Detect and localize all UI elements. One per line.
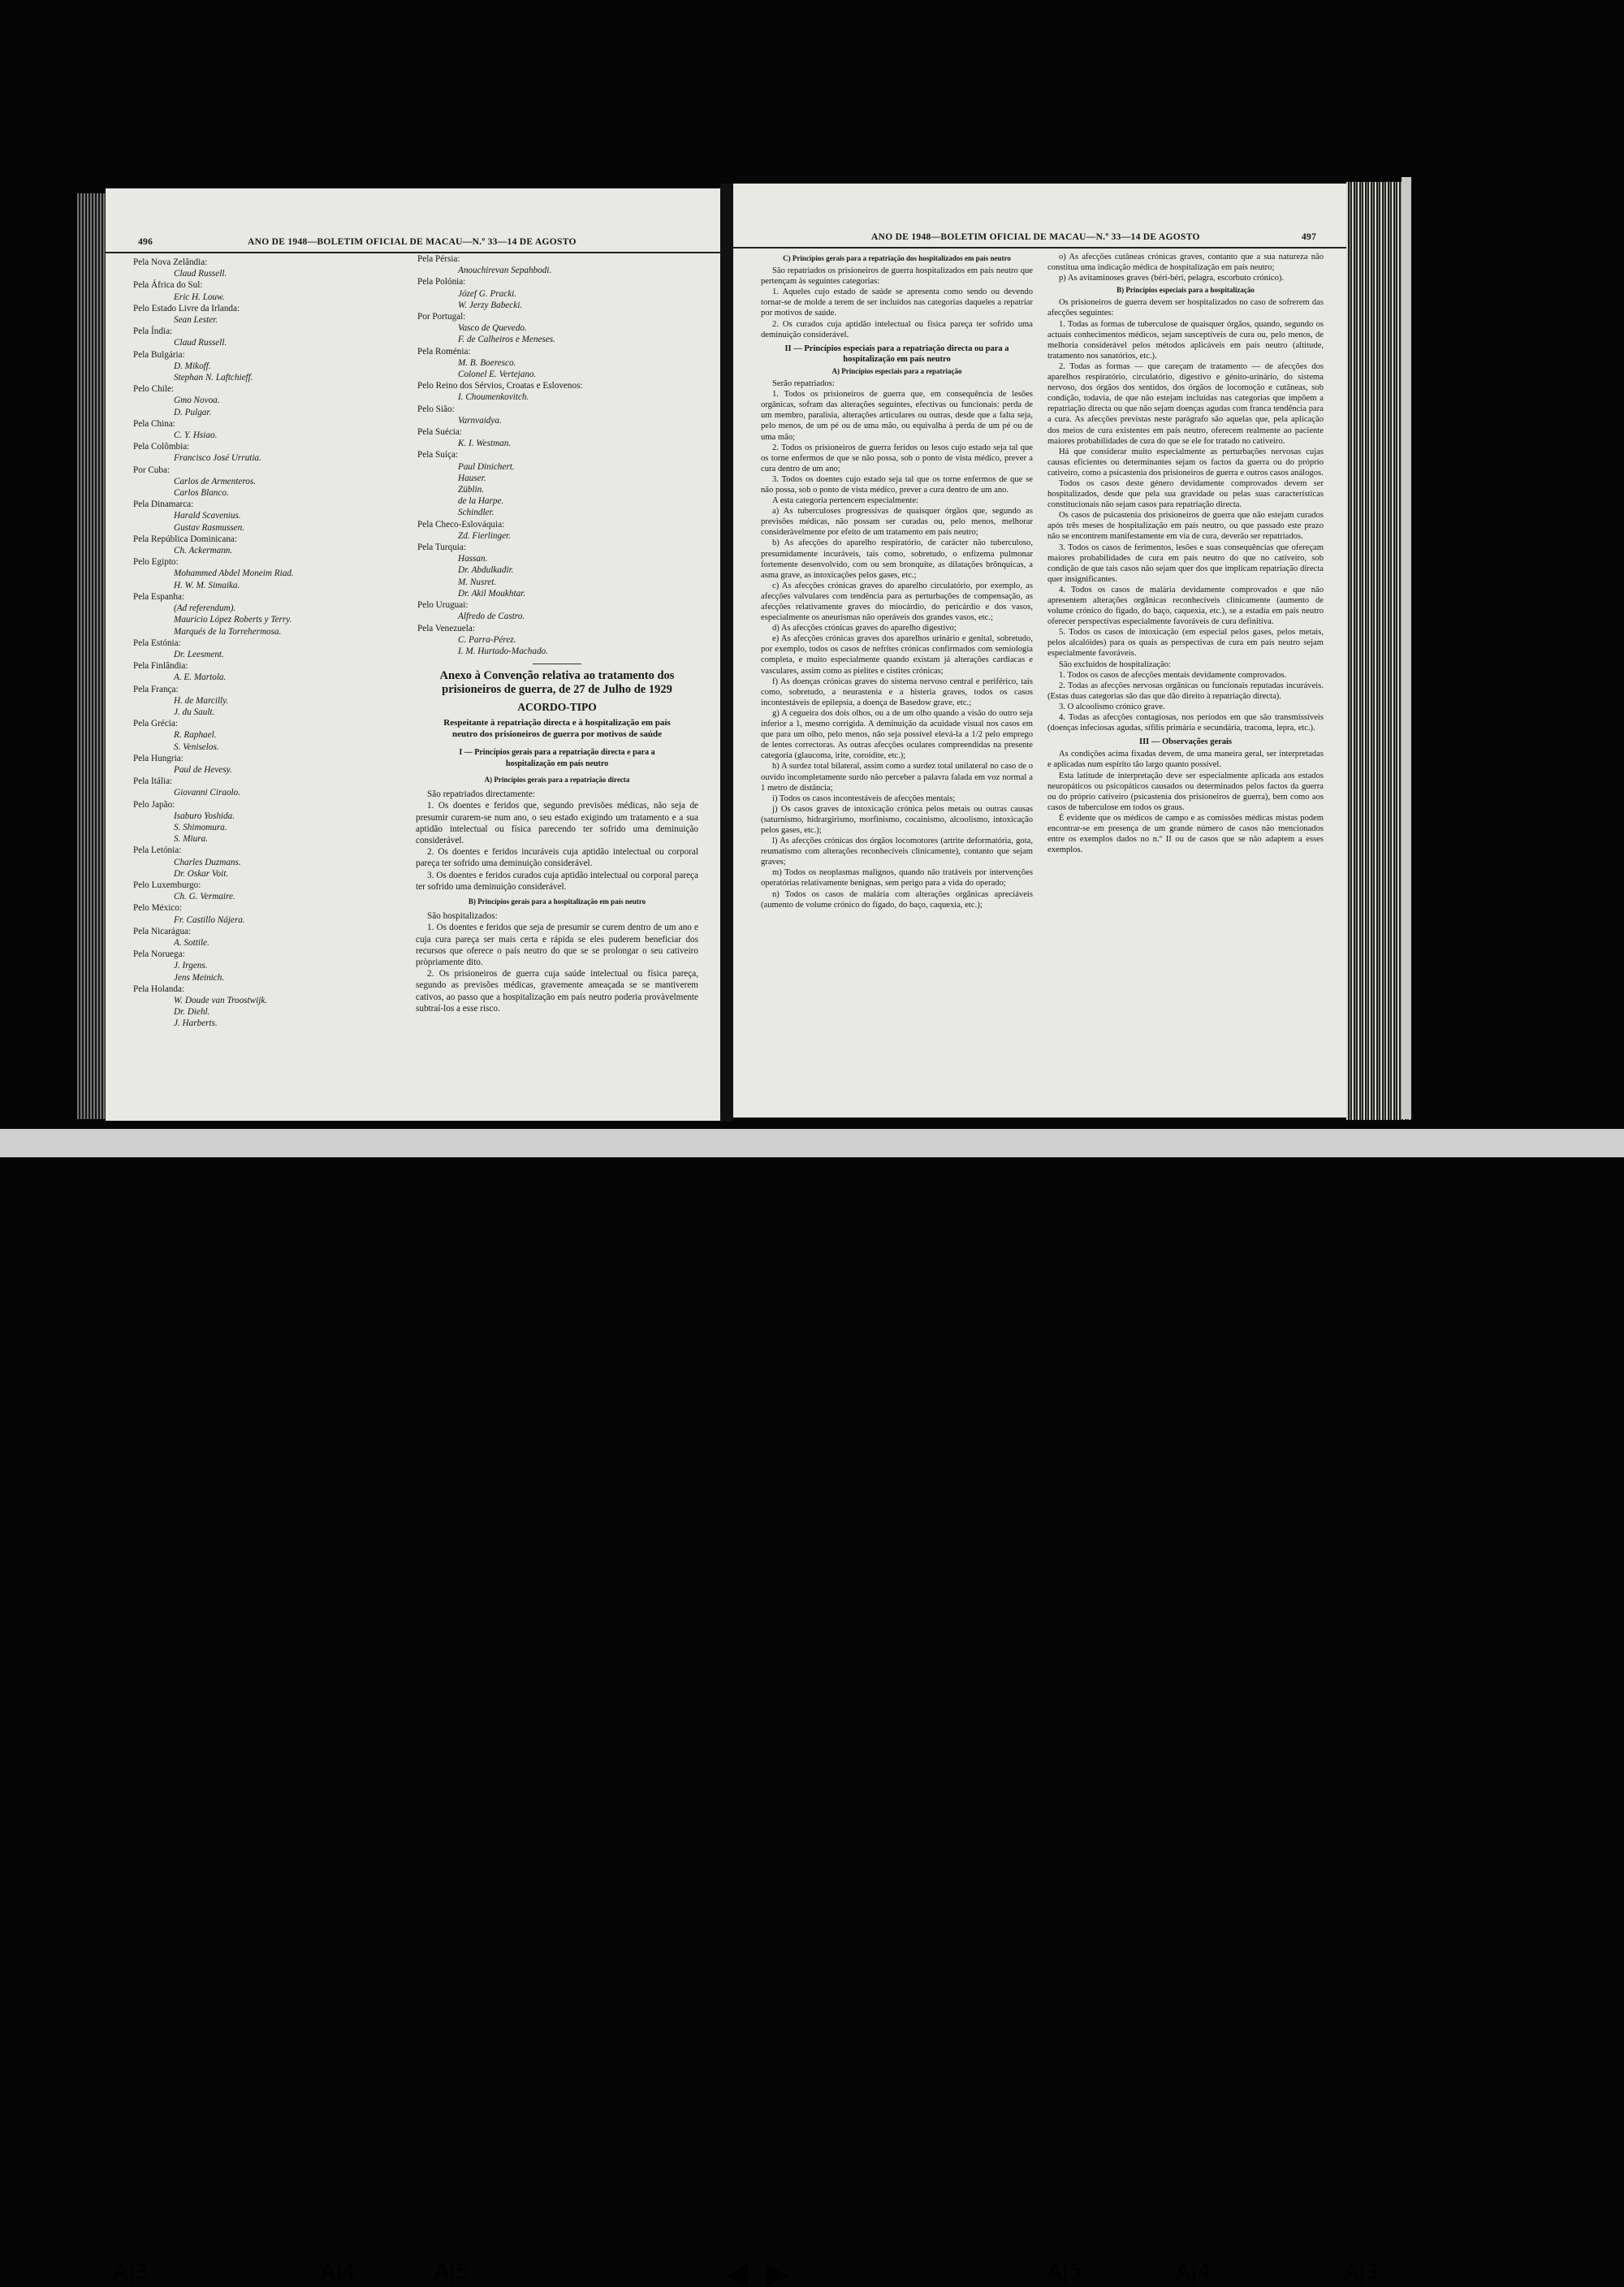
signatory-name: Züblin.: [458, 485, 485, 495]
left-page-header: [106, 236, 720, 253]
signatories-column-2: [416, 253, 698, 1014]
signatory-name: W. Doude van Troostwijk.: [174, 996, 268, 1005]
microfilm-strip: [0, 1129, 1624, 2285]
signatory-name: J. du Sault.: [174, 707, 215, 717]
signatory-name: Dr. Abdulkadir.: [458, 565, 514, 576]
signatory-name: S. Veniselos.: [174, 741, 219, 752]
signatory-country: Pelo Reino dos Sérvios, Croatas e Eslovenos:: [417, 381, 583, 391]
paragraph: 1. Aqueles cujo estado de saúde se apresenta como sendo ou devendo tornar-se de molde a terem de ser incluídos nas categorias daqueles a repatriar por motivos de saúde.: [761, 287, 1033, 318]
paragraph: 3. Todos os casos de ferimentos, lesões e suas consequências que ofereçam maiores probabilidades de cura em país neutro do que no cativeiro, sob condição de que tais casos não sejam quer dos que implicam repatriação directa quer insignificantes.: [1047, 543, 1324, 584]
paragraph: Serão repatriados:: [772, 379, 835, 389]
paragraph: É evidente que os médicos de campo e as comissões médicas mistas podem encontrar-se em presença de um grande número de casos não mencionados entre os exemplos dados no n.º II ou de casos que se não adaptem a esses exemplos.: [1047, 813, 1324, 855]
signatory-name: Mohammed Abdel Moneim Riad.: [174, 569, 294, 579]
signatory-country: Pela Holanda:: [133, 984, 185, 994]
left-page: [106, 188, 720, 1121]
signatory-country: Pela República Dominicana:: [133, 534, 237, 544]
signatory-name: Dr. Oskar Voit.: [174, 868, 229, 879]
paragraph: 1. Todas as formas de tuberculose de quaisquer órgãos, quando, segundo os actuais conhecimentos médicos, sejam susceptíveis de cura ou, pelo menos, de melhoria considerável pelos métodos aplicáveis em país neutro (altitude, tratamento nos sanatórios, etc.).: [1047, 319, 1324, 361]
signatory-country: Pela Hungria:: [133, 753, 184, 763]
signatory-country: Por Portugal:: [417, 312, 466, 322]
paragraph: Há que considerar muito especialmente as perturbações nervosas cujas causas eficientes ou determinantes sejam os factos da guerra ou do próprio cativeiro, como a psicastenia dos prisioneiros de guerra e outros casos análogos.: [1047, 447, 1324, 478]
signatory-name: Paul de Hevesy.: [174, 764, 232, 775]
paragraph: 4. Todas as afecções contagiosas, nos períodos em que são transmissíveis (doenças infeciosas agudas, sífilis primária e secundária, tracoma, lepra, etc.).: [1047, 713, 1324, 733]
paragraph: 5. Todos os casos de intoxicação (em especial pelos gases, pelos metais, pelos alcalóides) para os quais as perspectivas de cura em país neutro sejam especialmente favoráveis.: [1047, 628, 1324, 659]
section-subheading: C) Princípios gerais para a repatriação dos hospitalizados em país neutro: [783, 254, 1011, 262]
signatory-country: Pela Finlândia:: [133, 661, 188, 672]
signatory-name: Colonel E. Vertejano.: [458, 370, 537, 380]
paragraph: c) As afecções crónicas graves do aparelho circulatório, por exemplo, as afecções valvulares com tendência para as perturbações de compensação, as afecções relativamente graves do miocárdio, do pericárdio e dos vasos, especialmente os aneurismas não operáveis dos grandes vasos, etc.;: [761, 581, 1033, 623]
signatory-country: Pelo Luxemburgo:: [133, 880, 201, 890]
paragraph: A esta categoria pertencem especialmente:: [772, 496, 919, 506]
signatory-country: Pela Itália:: [133, 776, 173, 787]
film-arrow-right-icon: [766, 2264, 788, 2287]
section-IB-heading: B) Princípios gerais para a hospitalização em país neutro: [468, 897, 646, 906]
right-text-column-2: [1047, 252, 1324, 855]
paragraph: 3. Todos os doentes cujo estado seja tal que os torne enfermos de que se não possa, sob o ponto de vista médico, prever a cura dentro de um ano.: [761, 474, 1033, 495]
signatory-country: Pela Índia:: [133, 326, 173, 337]
signatory-name: A. Sottile.: [174, 937, 209, 948]
paragraph: g) A cegueira dos dois olhos, ou a de um olho quando a visão do outro seja inferior a 1, mesmo corrigida. A deminuição da acuidade visual nos casos em que para um olho, pelo menos, não seja possível elevá-la a 1/2 pelo emprego de lentes correctoras. As outras afecções oculares compreendidas na presente categoria (glaucoma, irite, coroidite, etc.);: [761, 708, 1033, 761]
signatory-country: Pela França:: [133, 684, 179, 694]
signatory-country: Pelo Chile:: [133, 384, 175, 395]
signatory-name: Carlos Blanco.: [174, 488, 229, 499]
paragraph: 3. O alcoolismo crónico grave.: [1059, 702, 1165, 711]
signatory-name: Hassan.: [458, 554, 488, 564]
signatory-country: Pela Roménia:: [417, 346, 471, 357]
section-IA-paragraphs: [416, 800, 698, 893]
signatory-name: Varnvaidya.: [458, 415, 502, 426]
signatory-country: Pela Pérsia:: [417, 254, 460, 264]
film-mark: A|3: [1344, 2260, 1380, 2285]
signatory-name: R. Raphael.: [174, 730, 217, 741]
signatory-name: F. de Calheiros e Meneses.: [458, 335, 555, 345]
film-mark: A|5: [1047, 2260, 1083, 2285]
signatory-name: Fr. Castillo Nájera.: [174, 914, 245, 925]
paragraph: f) As doenças crónicas graves do sistema nervoso central e periférico, tais como, sobretudo, a neurastenia e a histeria graves, todos os casos incontestáveis de epilepsia, a doença de Basedow grave, etc.;: [761, 677, 1033, 707]
signatory-name: Alfredo de Castro.: [458, 612, 525, 622]
section-IA-intro: São repatriados directamente:: [427, 789, 535, 800]
paragraph: Os casos de psicastenia dos prisioneiros de guerra que não estejam curados após três meses de hospitalização em país neutro, ou que passado este prazo não se encontrem manifestamente em via de cura, deverão ser repatriados.: [1047, 511, 1324, 542]
paragraph: 2. Todos os prisioneiros de guerra feridos ou lesos cujo estado seja tal que os torne enfermos de que se não possa, sob o ponto de vista médico, prever a cura dentro de um ano;: [761, 443, 1033, 473]
signatory-country: Pela Checo-Eslováquia:: [417, 519, 505, 530]
paragraph: b) As afecções do aparelho respiratório, de carácter não tuberculoso, presumìdamente incuráveis, tais como, sobretudo, o enfizema pulmonar fortemente desenvolvido, com ou sem bronquite, as dilatações brônquicas, a asma grave, as intoxicações pelos gases, etc.;: [761, 538, 1033, 580]
paragraph: j) Os casos graves de intoxicação crónica pelos metais ou outras causas (saturnismo, hidrargirismo, morfinismo, cocainismo, alcoolismo, intoxicação pelos gases, etc.);: [761, 804, 1033, 835]
paragraph: Esta latitude de interpretação deve ser especialmente aplicada aos estados neuropáticos ou psicopáticos causados ou determinados pelos factos da guerra ou do próprio cativeiro (psicastenia dos prisioneiros de guerra), bem como aos casos de tuberculose em todos os graus.: [1047, 771, 1324, 812]
paragraph: 1. Os doentes e feridos que seja de presumir se curem dentro de um ano e cuja cura pareça ser mais certa e rápida se eles puderem beneficiar dos recursos que oferece o país neutro do que se se prolongar o seu cativeiro pròpriamente dito.: [416, 923, 698, 967]
paragraph: Os prisioneiros de guerra devem ser hospitalizados no caso de sofrerem das afecções seguintes:: [1047, 298, 1324, 318]
signatory-country: Pelo Egipto:: [133, 557, 179, 568]
right-page-number: 497: [1302, 232, 1317, 242]
signatory-name: K. I. Westman.: [458, 439, 512, 449]
paragraph: 2. Os curados cuja aptidão intelectual ou física pareça ter sofrido uma deminuição considerável.: [761, 319, 1033, 339]
paragraph: o) As afecções cutâneas crónicas graves, contanto que a sua natureza não constitua uma indicação médica de hospitalização em país neutro;: [1047, 253, 1324, 273]
signatory-country: Pelo Japão:: [133, 799, 175, 810]
signatory-name: Carlos de Armenteros.: [174, 476, 256, 486]
film-mark: A|4: [1176, 2260, 1212, 2285]
signatory-country: Pela Suécia:: [417, 427, 462, 438]
paragraph: 2. Os prisioneiros de guerra cuja saúde intelectual ou física pareça, segundo as previsões médicas, gravemente ameaçada se se mantiverem cativos, ao passo que a hospitalização em país neutro poderia provàvelmente subtraí-los a esse risco.: [416, 969, 698, 1014]
section-IB-paragraphs: [416, 922, 698, 1014]
signatory-country: Pela Suíça:: [417, 450, 459, 460]
paragraph: i) Todos os casos incontestáveis de afecções mentais;: [772, 793, 956, 803]
signatory-name: Dr. Leesment.: [174, 649, 224, 659]
signatory-name: Mauricio López Roberts y Terry.: [174, 615, 292, 625]
signatory-country: Pela Bulgária:: [133, 349, 185, 360]
signatory-name: M. Nusret.: [458, 577, 497, 587]
signatory-name: S. Miura.: [174, 834, 208, 845]
signatory-name: Claud Russell.: [174, 269, 227, 279]
signatory-country: Pela Turquia:: [417, 543, 466, 553]
signatory-name: Jens Meinich.: [174, 972, 225, 983]
right-page: [733, 184, 1346, 1118]
signatory-name: Francisco José Urrutia.: [174, 453, 261, 464]
signatory-country: Pela Letónia:: [133, 845, 182, 856]
paragraph: m) Todos os neoplasmas malignos, quando não tratáveis por intervenções operatórias relativamente benignas, sem perigo para a vida do operado;: [761, 868, 1033, 888]
signatory-country: Pela Polónia:: [417, 277, 466, 287]
signatory-name: C. Y. Hsiao.: [174, 430, 218, 441]
signatory-name: Gmo Novoa.: [174, 396, 220, 406]
signatory-country: Pelo Uruguai:: [417, 600, 469, 611]
paragraph: h) A surdez total bilateral, assim como a surdez total unilateral no caso de o ouvido incompletamente surdo não perceber a palavra falada em voz normal a 1 metro de distância;: [761, 762, 1033, 793]
paragraph: n) Todos os casos de malária com alterações orgânicas apreciáveis (aumento de volume crónico do fígado, do baço, caquexia, etc.);: [761, 889, 1033, 910]
signatory-name: Sean Lester.: [174, 315, 218, 326]
paragraph: e) As afecções crónicas graves dos aparelhos urinário e genital, sobretudo, por exemplo, todos os casos de nefrites crónicas confirmados com semiologia completa, e muito especialmente quando existam já alterações cardíacas e vasculares, assim como as pielites e cistites crónicas;: [761, 634, 1033, 676]
signatory-name: Eric H. Louw.: [174, 292, 225, 302]
section-heading: III — Observações gerais: [1138, 737, 1233, 747]
signatory-country: Pela Nova Zelândia:: [133, 257, 208, 267]
paragraph: 1. Todos os casos de afecções mentais devidamente comprovados.: [1059, 670, 1287, 680]
paragraph: 1. Os doentes e feridos que, segundo previsões médicas, não seja de presumir curarem-se num ano, o seu estado exigindo um tratamento e a sua aptidão intelectual ou física parecendo ter sofrido uma deminuição considerável.: [416, 801, 698, 845]
signatory-country: Pela Noruega:: [133, 949, 185, 960]
book-cover-edge: [1402, 177, 1411, 1119]
signatory-name: Ch. G. Vermaire.: [174, 892, 235, 902]
book-gutter: [720, 184, 733, 1122]
signatory-name: Ch. Ackermann.: [174, 546, 233, 556]
signatory-name: D. Pulgar.: [174, 407, 212, 417]
signatory-name: M. B. Boeresco.: [458, 357, 516, 368]
signatory-name: Anouchirevan Sepahbodi.: [458, 266, 552, 276]
paragraph: p) As avitaminoses graves (béri-béri, pelagra, escorbuto crónico).: [1059, 274, 1285, 283]
signatories-column-1: [132, 257, 404, 1030]
signatory-country: Pelo Sião:: [417, 404, 455, 414]
film-mark: A|4: [321, 2260, 356, 2285]
signatory-country: Pela Grécia:: [133, 719, 178, 729]
right-page-header: [733, 231, 1346, 249]
signatory-name: Zd. Fierlinger.: [458, 530, 511, 541]
signatory-country: Pelo Estado Livre da Irlanda:: [133, 303, 240, 313]
signatory-country: Pela Colômbia:: [133, 442, 190, 452]
annex-title: Anexo à Convenção relativa ao tratamento dos prisioneiros de guerra, de 27 de Julho de 1929: [439, 669, 675, 697]
signatory-country: Por Cuba:: [133, 465, 171, 475]
film-mark: A|5: [434, 2260, 470, 2285]
signatory-name: C. Parra-Pérez.: [458, 634, 516, 645]
signatory-name: (Ad referendum).: [174, 603, 236, 614]
agreement-subtitle: Respeitante à repatriação directa e à hospitalização em país neutro dos prisioneiros de guerra por motivos de saúde: [443, 718, 671, 740]
signatory-name: D. Mikoff.: [174, 361, 211, 371]
paragraph: 2. Todas as formas — que careçam de tratamento — de afecções dos aparelhos respiratório, circulatório, digestivo e génito-urinário, do sistema nervoso, dos órgãos dos sentidos, dos órgãos de locomoção e cutâneas, sob condição, todavia, de que não estejam incluídas nas categorias que impõem a repatriação directa ou que não sejam doenças agudas com franca tendência para a cura. As afecções previstas neste parágrafo são aquelas que, pela aplicação dos meios de cura existentes em país neutro, oferecem realmente ao paciente maiores probabilidades de cura do que se ele for tratado no cativeiro.: [1047, 361, 1324, 446]
film-arrow-left-icon: [725, 2264, 748, 2287]
paragraph: 3. Os doentes e feridos curados cuja aptidão intelectual ou corporal pareça ter sofrido uma deminuição considerável.: [416, 870, 698, 892]
left-page-edge: [77, 193, 106, 1119]
paragraph: a) As tuberculoses progressivas de quaisquer órgãos que, segundo as previsões médicas, não possam ser curadas ou, pelo menos, melhorar consideràvelmente por efeito de um tratamento em país neutro;: [761, 507, 1033, 538]
signatory-name: Vasco de Quevedo.: [458, 323, 527, 334]
signatory-name: Giovanni Ciraolo.: [174, 788, 241, 798]
signatories-list: [416, 253, 698, 657]
signatory-name: Isaburo Yoshida.: [174, 811, 235, 821]
signatory-country: Pela Estónia:: [133, 638, 181, 648]
signatory-name: I. Choumenkovitch.: [458, 392, 529, 403]
signatory-name: J. Harberts.: [174, 1018, 218, 1029]
signatory-name: Gustav Rasmussen.: [174, 522, 245, 533]
right-text-column-1: [761, 252, 1033, 910]
left-page-number: 496: [138, 237, 153, 247]
signatory-name: Charles Duzmans.: [174, 857, 241, 867]
section-subheading: A) Princípios especiais para a repatriação: [831, 366, 962, 375]
signatory-name: Dr. Akil Moukhtar.: [458, 588, 526, 599]
signatory-country: Pela Nicarágua:: [133, 926, 192, 936]
paragraph: 4. Todos os casos de malária devidamente comprovados e que não apresentem alterações orgânicas reconhecíveis clìnicamente (aumento de volume crónico do fígado, do baço, caquexia, etc.), se a estadia em país neutro oferecer perspectivas especialmente favoráveis de cura definitiva.: [1047, 585, 1324, 627]
section-subheading: B) Princípios especiais para a hospitalização: [1116, 286, 1255, 295]
paragraph: As condições acima fixadas devem, de uma maneira geral, ser interpretadas e aplicadas num espírito tão largo quanto possível.: [1047, 750, 1324, 770]
signatory-name: Harald Scavenius.: [174, 511, 241, 521]
signatory-name: Marqués de la Torrehermosa.: [174, 626, 282, 637]
signatory-name: Schindler.: [458, 508, 495, 518]
signatory-country: Pelo México:: [133, 903, 182, 914]
paragraph: d) As afecções crónicas graves do aparelho digestivo;: [772, 624, 957, 633]
signatory-name: W. Jerzy Babecki.: [458, 300, 523, 310]
agreement-title: ACORDO-TIPO: [517, 701, 597, 714]
paragraph: São excluídos de hospitalização:: [1059, 659, 1171, 669]
right-header-title: ANO DE 1948—BOLETIM OFICIAL DE MACAU—N.º 33—14 DE AGOSTO: [871, 232, 1200, 242]
signatory-name: J. Irgens.: [174, 961, 208, 971]
signatory-name: de la Harpe.: [458, 496, 504, 507]
signatory-country: Pela Venezuela:: [417, 623, 475, 633]
film-mark: A|3: [114, 2260, 149, 2285]
section-I-heading: I — Princípios gerais para a repatriação directa e para a hospitalização em país neutro: [459, 747, 655, 768]
signatory-name: Claud Russell.: [174, 338, 227, 348]
paragraph: 1. Todos os prisioneiros de guerra que, em consequência de lesões orgânicas, sofram das alterações seguintes, efectivas ou funcionais: perda de um membro, paralisia, alterações articulares ou outras, desde que a falta seja, pelo menos, de um pé ou de uma mão, ou equivalha à perda de um pé ou de uma mão;: [761, 390, 1033, 442]
paragraph: l) As afecções crónicas dos órgãos locomotores (artrite deformatória, gota, reumatismo com alterações reconhecíveis clìnicamente), contanto que sejam graves;: [761, 837, 1033, 867]
signatory-name: Stephan N. Laftchieff.: [174, 373, 253, 383]
section-IB-intro: São hospitalizados:: [427, 911, 498, 922]
paragraph: 2. Os doentes e feridos incuráveis cuja aptidão intelectual ou corporal pareça ter sofrido uma deminuição considerável.: [416, 847, 698, 869]
signatory-name: A. E. Martola.: [174, 672, 227, 683]
signatory-name: H. de Marcilly.: [174, 695, 229, 706]
signatory-name: S. Shimomura.: [174, 822, 227, 832]
signatory-name: I. M. Hurtado-Machado.: [458, 646, 548, 656]
paragraph: 2. Todas as afecções nervosas orgânicas ou funcionais reputadas incuráveis. (Estas duas categorias são das que dão direito à repatriação directa).: [1047, 681, 1324, 701]
left-header-title: ANO DE 1948—BOLETIM OFICIAL DE MACAU—N.º 33—14 DE AGOSTO: [248, 237, 577, 247]
paragraph: Todos os casos deste género devidamente comprovados devem ser hospitalizados, desde que pela sua gravidade ou pelas suas características constitucionais não sejam casos para repatriação directa.: [1047, 478, 1324, 510]
signatory-name: Paul Dinichert.: [458, 461, 515, 472]
signatory-name: H. W. M. Simaika.: [174, 580, 240, 590]
signatory-country: Pela África do Sul:: [133, 280, 203, 291]
signatory-country: Pela China:: [133, 418, 175, 429]
signatory-name: Józef G. Pracki.: [458, 288, 517, 299]
paragraph: São repatriados os prisioneiros de guerra hospitalizados em país neutro que pertençam às seguintes categorias:: [761, 266, 1033, 287]
signatory-country: Pela Espanha:: [133, 591, 185, 602]
section-heading: II — Princípios especiais para a repatriação directa ou para a hospitalização em país neutro: [784, 344, 1009, 364]
signatory-country: Pela Dinamarca:: [133, 499, 194, 510]
section-IA-heading: A) Princípios gerais para a repatriação directa: [484, 775, 630, 784]
signatory-name: Hauser.: [458, 473, 486, 483]
signatory-name: Dr. Diehl.: [174, 1007, 210, 1018]
